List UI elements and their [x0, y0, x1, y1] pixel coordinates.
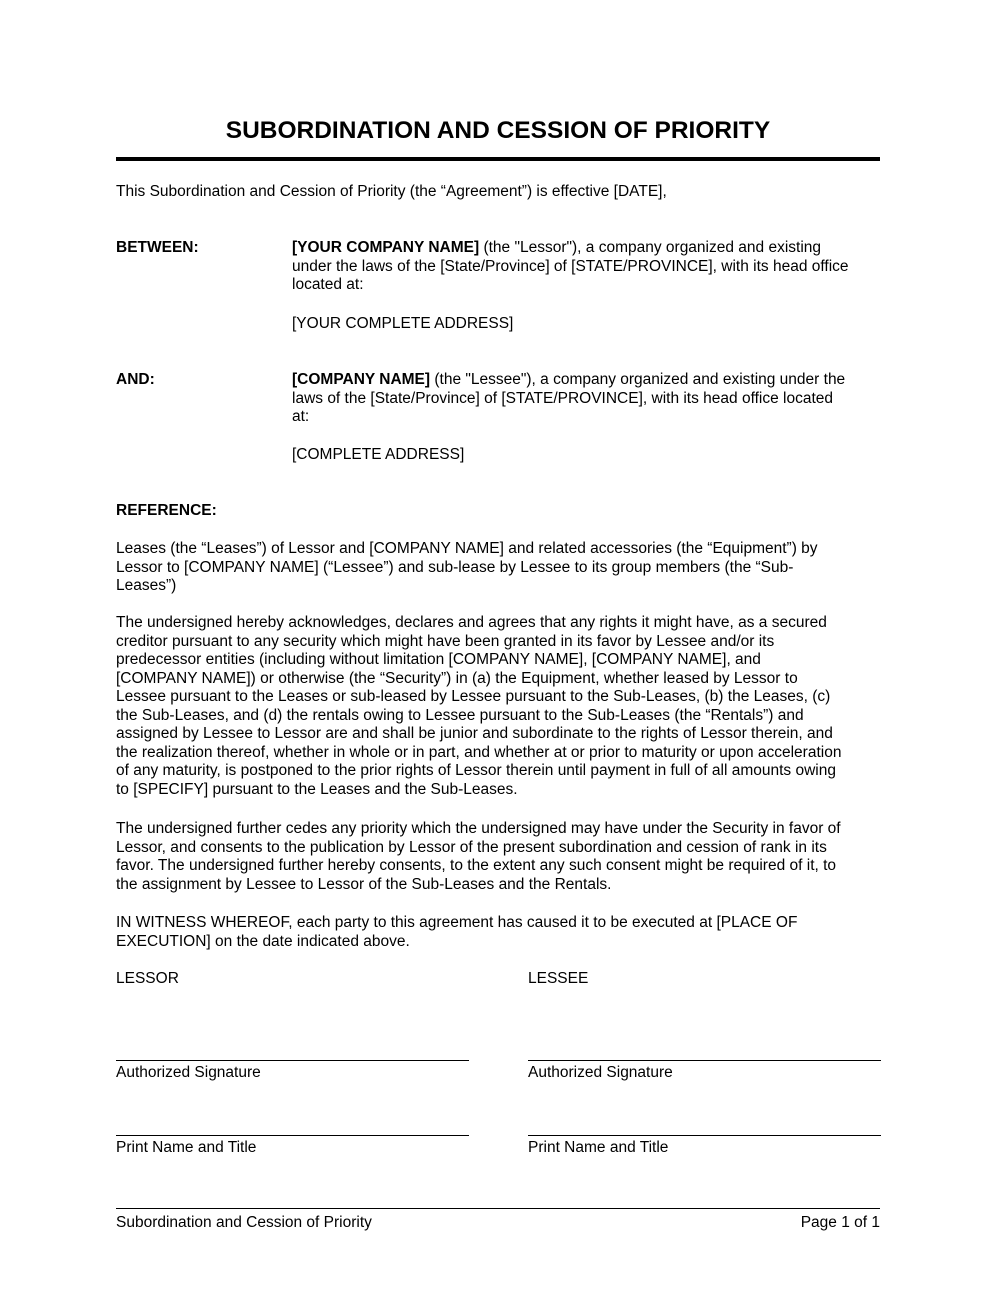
footer-divider — [116, 1208, 880, 1209]
lessee-address: [COMPLETE ADDRESS] — [292, 446, 465, 463]
lessee-company-name: [COMPANY NAME] — [292, 371, 431, 388]
lessee-party-line-1: [COMPANY NAME] (the "Lessee"), a company organized and existing under the — [292, 371, 846, 388]
lessor-heading: LESSOR — [116, 970, 179, 987]
and-label: AND: — [116, 371, 155, 388]
reference-paragraph: Leases (the “Leases”) of Lessor and [COMPANY NAME] and related accessories (the “Equipment”) by Lessor to [COMPANY NAME] (“Lessee”) and sub-lease by Lessee to its group members (the “Sub- Leases”) — [116, 540, 818, 594]
lessor-signature-line — [116, 1060, 469, 1061]
lessor-name-title-line — [116, 1135, 469, 1136]
cession-paragraph: The undersigned further cedes any priority which the undersigned may have under the Security in favor of Lessor, and consents to the publication by Lessor of the present subordination and cession of rank in its favor. The undersigned further hereby consents, to the extent any such consent might be required of it, to the assignment by Lessee to Lessor of the Sub-Leases and the Rentals. — [116, 820, 841, 893]
footer-document-title: Subordination and Cession of Priority — [116, 1214, 372, 1231]
lessor-party-block — [292, 239, 884, 295]
lessor-signature-label: Authorized Signature — [116, 1064, 261, 1081]
title-divider — [116, 157, 880, 161]
lessee-party-line-2: laws of the [State/Province] of [STATE/PROVINCE], with its head office located — [292, 389, 834, 407]
witness-paragraph: IN WITNESS WHEREOF, each party to this agreement has caused it to be executed at [PLACE OF EXECUTION] on the date indicated above. — [116, 914, 798, 950]
lessor-company-name: [YOUR COMPANY NAME] — [292, 239, 480, 256]
lessor-party-line-3: located at: — [292, 276, 364, 293]
lessee-signature-line — [528, 1060, 881, 1061]
lessor-party-line-1: [YOUR COMPANY NAME] (the "Lessor"), a company organized and existing — [292, 239, 822, 256]
lessor-party-line-2: under the laws of the [State/Province] of [STATE/PROVINCE], with its head office — [292, 257, 849, 275]
lessee-heading: LESSEE — [528, 970, 589, 987]
lessor-address: [YOUR COMPLETE ADDRESS] — [292, 315, 514, 332]
lessor-name-title-label: Print Name and Title — [116, 1139, 257, 1156]
lessee-name-title-label: Print Name and Title — [528, 1139, 669, 1156]
between-label: BETWEEN: — [116, 239, 199, 256]
lessee-signature-label: Authorized Signature — [528, 1064, 673, 1081]
document-title: SUBORDINATION AND CESSION OF PRIORITY — [225, 117, 771, 144]
lessee-party-line-3: at: — [292, 408, 310, 425]
lessee-name-title-line — [528, 1135, 881, 1136]
lessee-party-block — [292, 371, 884, 427]
document-page — [116, 0, 880, 1290]
subordination-paragraph: The undersigned hereby acknowledges, declares and agrees that any rights it might have, as a secured creditor pursuant to any security which might have been granted in its favor by Lessee and/or its predecessor entities (including without limitation [COMPANY NAME], [COMPANY NAME], and [COMPANY NAME]) or otherwise (the “Security”) in (a) the Equipment, whether leased by Lessor to Lessee pursuant to the Leases or sub-leased by Lessee pursuant to the Sub-Leases, (b) the Leases, (c) the Sub-Leases, and (d) the rentals owing to Lessee pursuant to the Sub-Leases (the “Rentals”) and assigned by Lessee to Lessor are and shall be junior and subordinate to the rights of Lessor therein, and the realization thereof, whether in whole or in part, and whether at or prior to maturity or upon acceleration of any maturity, is postponed to the prior rights of Lessor therein until payment in full of all amounts owing to [SPECIFY] pursuant to the Leases and the Sub-Leases. — [116, 614, 842, 798]
reference-label: REFERENCE: — [116, 502, 217, 519]
footer-page-number: Page 1 of 1 — [800, 1214, 880, 1231]
intro-paragraph: This Subordination and Cession of Priority (the “Agreement”) is effective [DATE], — [116, 183, 667, 200]
